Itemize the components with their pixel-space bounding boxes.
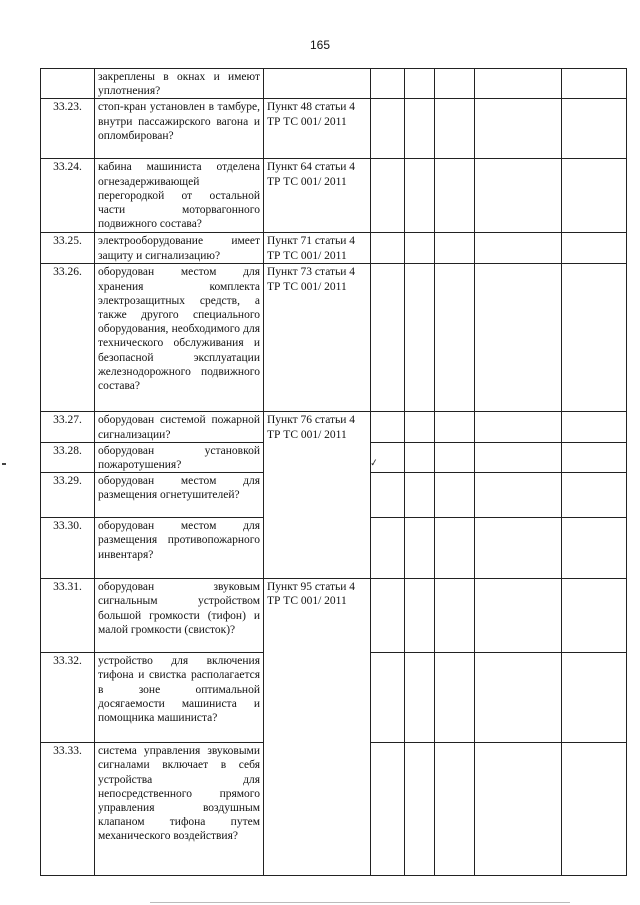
empty-cell xyxy=(562,579,627,653)
scan-bottom-edge xyxy=(150,902,570,903)
requirement-text: оборудован местом для размещения огнетушителей? xyxy=(95,473,264,518)
empty-cell xyxy=(405,159,435,233)
row-number: 33.31. xyxy=(41,579,95,653)
empty-cell xyxy=(405,653,435,743)
row-number: 33.30. xyxy=(41,518,95,579)
empty-cell xyxy=(475,653,562,743)
empty-cell xyxy=(371,473,405,518)
empty-cell xyxy=(435,579,475,653)
legal-reference: Пункт 95 статьи 4 ТР ТС 001/ 2011 xyxy=(264,579,371,876)
empty-cell xyxy=(371,743,405,876)
empty-cell xyxy=(371,99,405,159)
empty-cell xyxy=(475,743,562,876)
empty-cell xyxy=(435,264,475,412)
empty-cell xyxy=(405,233,435,264)
table-row xyxy=(41,159,627,233)
requirement-text: оборудован установкой пожаротушения? xyxy=(95,442,264,472)
empty-cell xyxy=(371,412,405,442)
empty-cell xyxy=(371,518,405,579)
requirement-text: оборудован системой пожарной сигнализации? xyxy=(95,412,264,442)
row-number: 33.27. xyxy=(41,412,95,442)
empty-cell xyxy=(405,518,435,579)
empty-cell xyxy=(435,233,475,264)
legal-reference: Пункт 76 статьи 4 ТР ТС 001/ 2011 xyxy=(264,412,371,579)
empty-cell xyxy=(475,412,562,442)
empty-cell xyxy=(562,442,627,472)
empty-cell xyxy=(475,159,562,233)
empty-cell xyxy=(562,518,627,579)
table-row xyxy=(41,579,627,653)
empty-cell xyxy=(405,412,435,442)
handwritten-tick-mark: ✓ xyxy=(369,457,380,470)
empty-cell xyxy=(562,264,627,412)
table-row xyxy=(41,412,627,442)
empty-cell xyxy=(371,264,405,412)
empty-cell xyxy=(435,743,475,876)
empty-cell xyxy=(435,442,475,472)
requirement-text: оборудован звуковым сигнальным устройством большой громкости (тифон) и малой громкости (свисток)? xyxy=(95,579,264,653)
empty-cell xyxy=(435,473,475,518)
row-number: 33.29. xyxy=(41,473,95,518)
empty-cell xyxy=(562,473,627,518)
empty-cell xyxy=(405,442,435,472)
legal-reference: Пункт 73 статьи 4 ТР ТС 001/ 2011 xyxy=(264,264,371,412)
empty-cell xyxy=(371,69,405,99)
empty-cell xyxy=(435,518,475,579)
empty-cell xyxy=(371,653,405,743)
legal-reference: Пункт 71 статьи 4 ТР ТС 001/ 2011 xyxy=(264,233,371,264)
legal-reference xyxy=(264,69,371,99)
empty-cell xyxy=(562,233,627,264)
empty-cell xyxy=(475,99,562,159)
requirement-text: электрооборудование имеет защиту и сигнализацию? xyxy=(95,233,264,264)
empty-cell xyxy=(475,579,562,653)
table-row xyxy=(41,99,627,159)
row-number: 33.33. xyxy=(41,743,95,876)
row-number: 33.25. xyxy=(41,233,95,264)
empty-cell xyxy=(405,473,435,518)
empty-cell xyxy=(562,743,627,876)
empty-cell xyxy=(405,743,435,876)
empty-cell xyxy=(562,412,627,442)
row-number: 33.24. xyxy=(41,159,95,233)
requirement-text: устройство для включения тифона и свистка располагается в зоне оптимальной досягаемости машиниста и помощника машиниста? xyxy=(95,653,264,743)
empty-cell xyxy=(371,233,405,264)
empty-cell xyxy=(435,159,475,233)
empty-cell xyxy=(405,579,435,653)
legal-reference: Пункт 48 статьи 4 ТР ТС 001/ 2011 xyxy=(264,99,371,159)
requirements-checklist-table xyxy=(40,68,627,876)
empty-cell xyxy=(562,653,627,743)
empty-cell xyxy=(562,69,627,99)
requirement-text: кабина машиниста отделена огнезадерживающей перегородкой от остальной части моторвагонного подвижного состава? xyxy=(95,159,264,233)
row-number xyxy=(41,69,95,99)
empty-cell xyxy=(562,99,627,159)
empty-cell xyxy=(371,159,405,233)
empty-cell xyxy=(405,99,435,159)
empty-cell xyxy=(435,653,475,743)
empty-cell xyxy=(435,99,475,159)
empty-cell xyxy=(475,473,562,518)
empty-cell xyxy=(371,579,405,653)
empty-cell xyxy=(562,159,627,233)
row-number: 33.26. xyxy=(41,264,95,412)
empty-cell xyxy=(475,264,562,412)
table-row xyxy=(41,69,627,99)
row-number: 33.23. xyxy=(41,99,95,159)
scan-margin-mark xyxy=(2,463,6,465)
empty-cell xyxy=(435,69,475,99)
requirement-text: система управления звуковыми сигналами включает в себя устройства для непосредственного прямого управления воздушным клапаном тифона путем механического воздействия? xyxy=(95,743,264,876)
row-number: 33.32. xyxy=(41,653,95,743)
requirement-text: оборудован местом для размещения противопожарного инвентаря? xyxy=(95,518,264,579)
empty-cell xyxy=(475,233,562,264)
empty-cell xyxy=(405,264,435,412)
empty-cell xyxy=(435,412,475,442)
empty-cell xyxy=(475,442,562,472)
table-row xyxy=(41,233,627,264)
empty-cell xyxy=(475,69,562,99)
requirement-text: стоп-кран установлен в тамбуре, внутри пассажирского вагона и опломбирован? xyxy=(95,99,264,159)
legal-reference: Пункт 64 статьи 4 ТР ТС 001/ 2011 xyxy=(264,159,371,233)
row-number: 33.28. xyxy=(41,442,95,472)
requirement-text: закреплены в окнах и имеют уплотнения? xyxy=(95,69,264,99)
table-row xyxy=(41,264,627,412)
empty-cell xyxy=(475,518,562,579)
empty-cell xyxy=(405,69,435,99)
requirement-text: оборудован местом для хранения комплекта электрозащитных средств, а также другого специального оборудования, необходимого для технического обслуживания и безопасной эксплуатации железнодорожного подвижного состава? xyxy=(95,264,264,412)
page-number: 165 xyxy=(309,38,331,52)
